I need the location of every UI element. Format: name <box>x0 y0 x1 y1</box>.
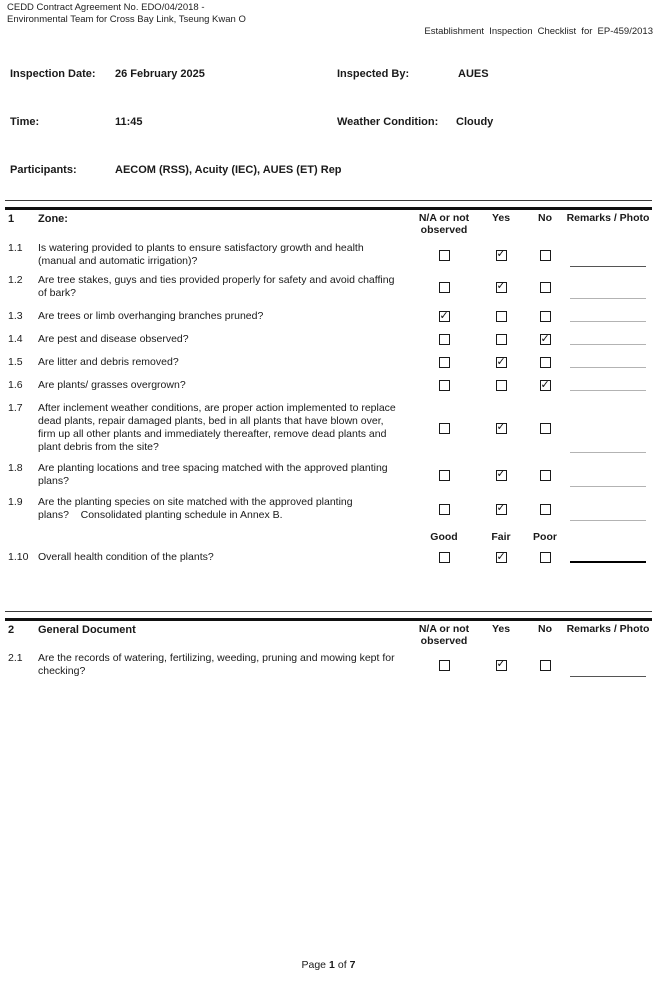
na-checkbox <box>439 423 450 434</box>
question-number: 1.8 <box>8 462 23 474</box>
contract-header <box>7 2 246 25</box>
question-number: 1.9 <box>8 496 23 508</box>
table-row-1-1 <box>5 242 652 268</box>
question-number: 1.2 <box>8 274 23 286</box>
table-row-1-6 <box>5 379 652 392</box>
no-checkbox <box>540 250 551 261</box>
yes-checkbox <box>496 470 507 481</box>
column-header-no: No <box>538 212 552 224</box>
column-header-yes: Yes <box>491 623 511 635</box>
time-value: 11:45 <box>115 116 143 128</box>
question-number: 2.1 <box>8 652 23 664</box>
weather-value: Cloudy <box>456 116 494 128</box>
of-word: of <box>337 959 347 971</box>
na-checkbox <box>439 282 450 293</box>
section-number: 1 <box>8 213 15 225</box>
table-row-1-3 <box>5 310 652 323</box>
question-text: Are the records of watering, fertilizing, weeding, pruning and mowing kept for checking? <box>38 652 395 677</box>
question-text: Is watering provided to plants to ensure satisfactory growth and health (manual and automatic irrigation)? <box>38 242 364 267</box>
question-number: 1.4 <box>8 333 23 345</box>
question-text <box>38 496 412 522</box>
no-checkbox <box>540 660 551 671</box>
document-title: Establishment Inspection Checklist for EP-459/2013 <box>424 26 653 37</box>
table-top-thin-rule <box>5 200 652 201</box>
participants-value: AECOM (RSS), Acuity (IEC), AUES (ET) Rep <box>115 164 342 176</box>
yes-checkbox <box>496 311 507 322</box>
na-checkbox <box>439 504 450 515</box>
question-text-line-1: Are the planting species on site matched with the approved planting <box>38 496 353 508</box>
question-text: Are litter and debris removed? <box>38 356 179 368</box>
no-checkbox <box>540 423 551 434</box>
poor-checkbox <box>540 552 551 563</box>
remark-line <box>570 676 646 677</box>
remark-line <box>570 344 646 345</box>
table-row-1-4 <box>5 333 652 346</box>
rating-header-poor: Poor <box>533 531 557 543</box>
question-text: Are trees or limb overhanging branches pruned? <box>38 310 264 322</box>
table-top-thick-rule <box>5 618 652 621</box>
no-checkbox <box>540 470 551 481</box>
na-checkbox <box>439 311 450 322</box>
column-header-remarks: Remarks / Photo <box>566 212 650 224</box>
remark-line <box>570 561 646 563</box>
question-number: 1.3 <box>8 310 23 322</box>
page-footer <box>0 959 657 971</box>
column-header-no: No <box>538 623 552 635</box>
rating-header-row <box>5 531 652 543</box>
rating-header-good: Good <box>430 531 458 543</box>
na-checkbox <box>439 470 450 481</box>
section-title: Zone: <box>38 213 68 225</box>
yes-checkbox <box>496 250 507 261</box>
table-row-1-10 <box>5 551 652 564</box>
inspected-by-label: Inspected By: <box>337 68 410 80</box>
remark-line <box>570 298 646 299</box>
table-row-1-9 <box>5 496 652 522</box>
question-text: Are planting locations and tree spacing matched with the approved planting plans? <box>38 462 388 487</box>
section-2-header-row <box>5 624 652 647</box>
na-checkbox <box>439 660 450 671</box>
yes-checkbox <box>496 357 507 368</box>
table-row-2-1 <box>5 652 652 678</box>
section-1-header-row <box>5 213 652 236</box>
no-checkbox <box>540 311 551 322</box>
remark-line <box>570 390 646 391</box>
remark-line <box>570 452 646 453</box>
section-1-table <box>5 200 652 564</box>
remark-line <box>570 520 646 521</box>
no-checkbox <box>540 380 551 391</box>
no-checkbox <box>540 504 551 515</box>
page-total: 7 <box>349 959 356 971</box>
question-number: 1.7 <box>8 402 23 414</box>
remark-line <box>570 367 646 368</box>
yes-checkbox <box>496 282 507 293</box>
participants-label: Participants: <box>10 164 77 176</box>
question-text: Overall health condition of the plants? <box>38 551 214 563</box>
na-checkbox <box>439 380 450 391</box>
section-title: General Document <box>38 624 136 636</box>
yes-checkbox <box>496 660 507 671</box>
yes-checkbox <box>496 380 507 391</box>
na-checkbox <box>439 334 450 345</box>
column-header-yes: Yes <box>491 212 511 224</box>
section-number: 2 <box>8 624 15 636</box>
question-text: Are pest and disease observed? <box>38 333 189 345</box>
question-number: 1.5 <box>8 356 23 368</box>
table-row-1-7 <box>5 402 652 454</box>
question-text: After inclement weather conditions, are proper action implemented to replace dead plants, repair damaged plants, bed in all plants that have blown over, firm up all other plants and immediately thereafter, remove dead plants and plant debris from the site? <box>38 402 396 453</box>
column-header-na: N/A or not observed <box>418 623 470 647</box>
yes-checkbox <box>496 334 507 345</box>
table-top-thin-rule <box>5 611 652 612</box>
na-checkbox <box>439 250 450 261</box>
question-text: Are plants/ grasses overgrown? <box>38 379 186 391</box>
good-checkbox <box>439 552 450 563</box>
table-row-1-2 <box>5 274 652 300</box>
page-word: Page <box>301 959 327 971</box>
na-checkbox <box>439 357 450 368</box>
question-text-line-2: plans? Consolidated planting schedule in Annex B. <box>38 509 283 521</box>
no-checkbox <box>540 334 551 345</box>
remark-line <box>570 321 646 322</box>
question-text: Are tree stakes, guys and ties provided properly for safety and avoid chaffing of bark? <box>38 274 395 299</box>
column-header-na: N/A or not observed <box>418 212 470 236</box>
question-number: 1.1 <box>8 242 23 254</box>
contract-line-2: Environmental Team for Cross Bay Link, Tseung Kwan O <box>7 13 246 25</box>
question-number: 1.10 <box>8 551 29 563</box>
table-row-1-5 <box>5 356 652 369</box>
inspection-date-value: 26 February 2025 <box>115 68 205 80</box>
time-label: Time: <box>10 116 40 128</box>
yes-checkbox <box>496 504 507 515</box>
fair-checkbox <box>496 552 507 563</box>
table-row-1-8 <box>5 462 652 488</box>
inspected-by-value: AUES <box>458 68 489 80</box>
no-checkbox <box>540 357 551 368</box>
column-header-remarks: Remarks / Photo <box>566 623 650 635</box>
section-2-table <box>5 611 652 678</box>
remark-line <box>570 266 646 267</box>
contract-line-1: CEDD Contract Agreement No. EDO/04/2018 - <box>7 2 205 13</box>
weather-label: Weather Condition: <box>337 116 439 128</box>
table-top-thick-rule <box>5 207 652 210</box>
rating-header-fair: Fair <box>491 531 511 543</box>
page-number: 1 <box>329 959 335 971</box>
question-number: 1.6 <box>8 379 23 391</box>
remark-line <box>570 486 646 487</box>
no-checkbox <box>540 282 551 293</box>
inspection-date-label: Inspection Date: <box>10 68 96 80</box>
yes-checkbox <box>496 423 507 434</box>
